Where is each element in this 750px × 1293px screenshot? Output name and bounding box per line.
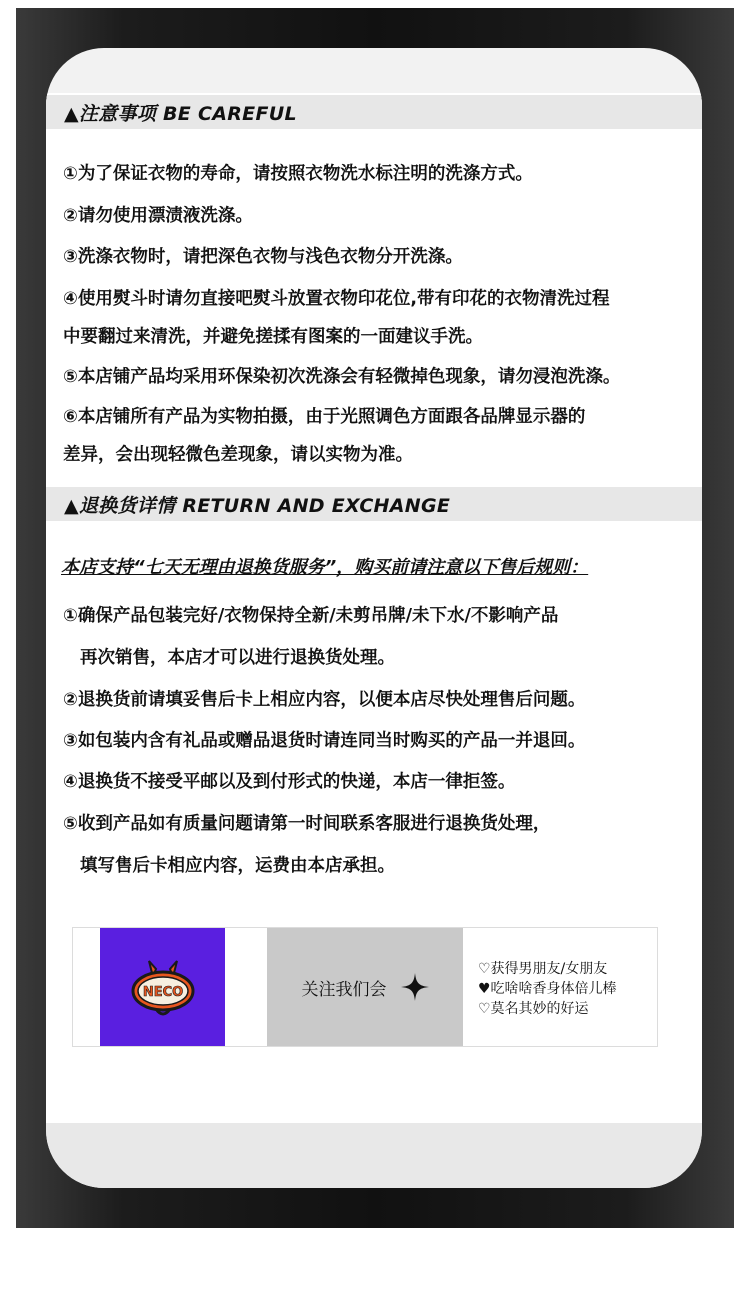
returns-item: ①确保产品包装完好/衣物保持全新/未剪吊牌/未下水/不影响产品 [63,606,559,626]
returns-item: ②退换货前请填妥售后卡上相应内容，以便本店尽快处理售后问题。 [63,690,586,710]
returns-policy-intro: 本店支持“七天无理由退换货服务”，购买前请注意以下售后规则： [61,557,589,578]
info-card [46,48,702,1188]
perk-item: ♡莫名其妙的好运 [478,1001,589,1017]
follow-us-banner[interactable] [72,927,658,1047]
card-footer-band [46,1123,702,1188]
returns-item: 再次销售，本店才可以进行退换货处理。 [80,648,395,668]
care-item: ②请勿使用漂渍液洗涤。 [63,206,253,226]
care-item: ④使用熨斗时请勿直接吧熨斗放置衣物印花位,带有印花的衣物清洗过程 [63,289,610,309]
perk-item: ♡获得男朋友/女朋友 [478,961,608,977]
sparkle-icon [401,973,429,1001]
perk-item: ♥吃啥啥香身体倍儿棒 [478,981,617,997]
care-item: ③洗涤衣物时，请把深色衣物与浅色衣物分开洗涤。 [63,247,463,267]
care-item: ⑤本店铺产品均采用环保染初次洗涤会有轻微掉色现象，请勿浸泡洗涤。 [63,367,621,387]
care-item: ①为了保证衣物的寿命，请按照衣物洗水标注明的洗涤方式。 [63,164,533,184]
care-item: 中要翻过来清洗，并避免搓揉有图案的一面建议手洗。 [63,327,483,347]
brand-logo-tile [100,928,225,1046]
returns-section-header [46,487,702,521]
returns-item: ⑤收到产品如有质量问题请第一时间联系客服进行退换货处理， [63,814,551,834]
follow-perks-list [478,959,617,1019]
logo-text: NECO [142,985,183,1000]
follow-us-label: 关注我们会 [301,979,387,1000]
care-item: ⑥本店铺所有产品为实物拍摄，由于光照调色方面跟各品牌显示器的 [63,407,586,427]
follow-us-panel[interactable] [267,928,463,1046]
care-section-header [46,95,702,129]
neco-logo-icon [123,947,203,1027]
care-section-title: ▲注意事项 BE CAREFUL [64,102,297,125]
returns-item: ③如包装内含有礼品或赠品退货时请连同当时购买的产品一并退回。 [63,731,586,751]
returns-item: ④退换货不接受平邮以及到付形式的快递，本店一律拒签。 [63,772,516,792]
returns-item: 填写售后卡相应内容，运费由本店承担。 [80,856,395,876]
returns-section-title: ▲退换货详情 RETURN AND EXCHANGE [64,494,451,517]
care-item: 差异，会出现轻微色差现象，请以实物为准。 [63,445,413,465]
